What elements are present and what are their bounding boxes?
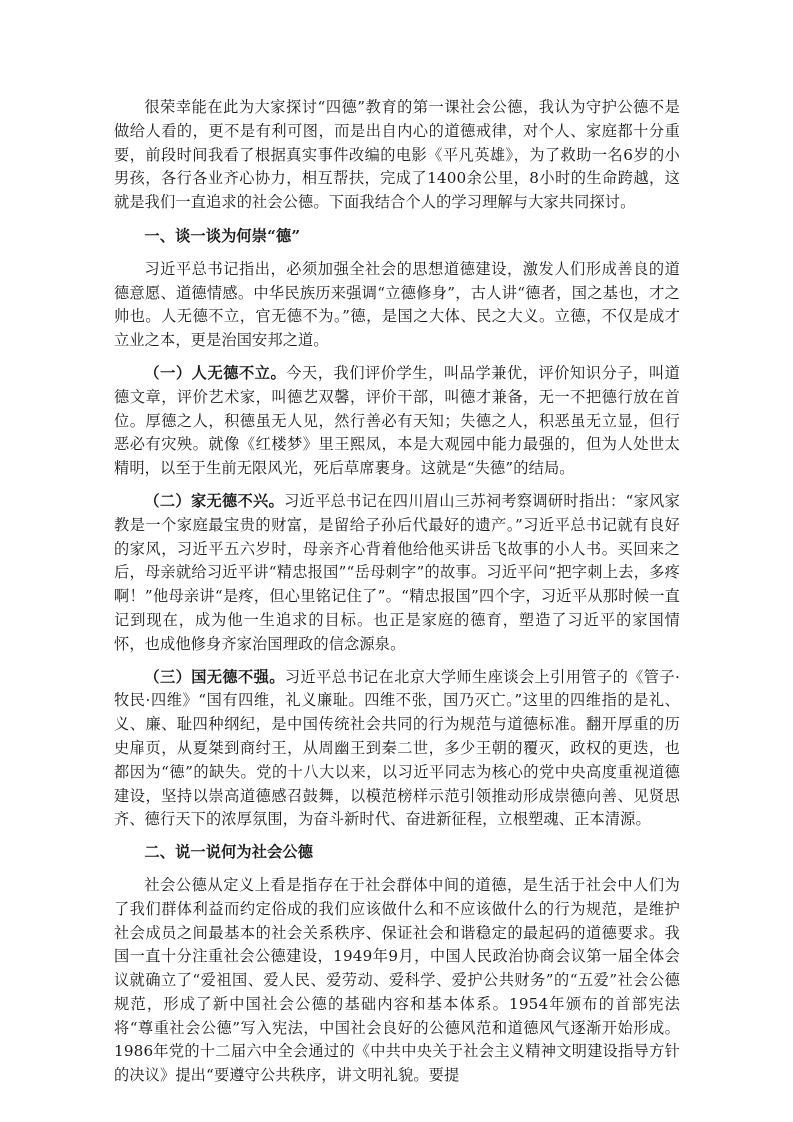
section-1-heading: 一、谈一谈为何崇“德” xyxy=(144,226,301,245)
subsection-1-lead: （一）人无德不立。 xyxy=(144,363,287,382)
subsection-1-text: 今天，我们评价学生，叫品学兼优，评价知识分子，叫道德文章，评价艺术家，叫德艺双馨，评价干部，叫德才兼备，无一不把德行放在首位。厚德之人，积德虽无人见，然行善必有天知；失德之人，积恶虽无立显，但行恶必有灾殃。就像《红楼梦》里王熙凤，本是大观园中能力最强的，但为人处世太精明，以至于生前无限风光，死后草席裹身。这就是“失德”的结局。 xyxy=(114,363,680,478)
subsection-3-paragraph xyxy=(114,666,680,833)
subsection-2-lead: （二）家无德不兴。 xyxy=(144,491,285,510)
subsection-2-text: 习近平总书记在四川眉山三苏祠考察调研时指出：“家风家教是一个家庭最宝贵的财富，是留给子孙后代最好的遗产。”习近平总书记就有良好的家风，习近平五六岁时，母亲齐心背着他给他买讲岳飞故事的小人书。买回来之后，母亲就给习近平讲“精忠报国”“岳母刺字”的故事。习近平问“把字刺上去，多疼啊！”他母亲讲“是疼，但心里铭记住了”。“精忠报国”四个字，习近平从那时候一直记到现在，成为他一生追求的目标。也正是家庭的德育，塑造了习近平的家国情怀，也成他修身齐家治国理政的信念源泉。 xyxy=(114,491,680,653)
document-page xyxy=(114,96,680,1097)
subsection-1-paragraph xyxy=(114,362,680,481)
section-2-paragraph: 社会公德从定义上看是指存在于社会群体中间的道德，是生活于社会中人们为了我们群体利益而约定俗成的我们应该做什么和不应该做什么的行为规范，是维护社会成员之间最基本的社会关系秩序、保证社会和谐稳定的最起码的道德要求。我国一直十分注重社会公德建设，1949年9月，中国人民政治协商会议第一届全体会议就确立了“爱祖国、爱人民、爱劳动、爱科学、爱护公共财务”的“五爱”社会公德规范，形成了新中国社会公德的基础内容和基本体系。1954年颁布的首部宪法将“尊重社会公德”写入宪法，中国社会良好的公德风范和道德风气逐渐开始形成。1986年党的十二届六中全会通过的《中共中央关于社会主义精神文明建设指导方针的决议》提出“要遵守公共秩序，讲文明礼貌。要提 xyxy=(114,875,680,1085)
subsection-3-lead: （三）国无德不强。 xyxy=(144,667,285,686)
section-2-heading: 二、说一说何为社会公德 xyxy=(144,843,314,862)
intro-paragraph: 很荣幸能在此为大家探讨“四德”教育的第一课社会公德，我认为守护公德不是做给人看的，更不是有利可图，而是出自内心的道德戒律，对个人、家庭都十分重要，前段时间我看了根据真实事件改编的电影《平凡英雄》，为了救助一名6岁的小男孩，各行各业齐心协力，相互帮扶，完成了1400余公里，8小时的生命跨越，这就是我们一直追求的社会公德。下面我结合个人的学习理解与大家共同探讨。 xyxy=(114,98,680,212)
subsection-3-text: 习近平总书记在北京大学师生座谈会上引用管子的《管子·牧民·四维》“国有四维，礼义廉耻。四维不张，国乃灭亡。”这里的四维指的是礼、义、廉、耻四种纲纪，是中国传统社会共同的行为规范与道德标准。翻开厚重的历史扉页，从夏桀到商纣王，从周幽王到秦二世，多少王朝的覆灭，政权的更迭，也都因为“德”的缺失。党的十八大以来，以习近平同志为核心的党中央高度重视道德建设，坚持以崇高道德感召鼓舞，以模范榜样示范引领推动形成崇德向善、见贤思齐、德行天下的浓厚氛围，为奋斗新时代、奋进新征程，立根塑魂、正本清源。 xyxy=(114,667,680,829)
subsection-2-paragraph xyxy=(114,490,680,657)
section-1-paragraph: 习近平总书记指出，必须加强全社会的思想道德建设，激发人们形成善良的道德意愿、道德情感。中华民族历来强调“立德修身”，古人讲“德者，国之基也，才之帅也。人无德不立，官无德不为。”德，是国之大体、民之大义。立德，不仅是成才立业之本，更是治国安邦之道。 xyxy=(114,259,680,350)
